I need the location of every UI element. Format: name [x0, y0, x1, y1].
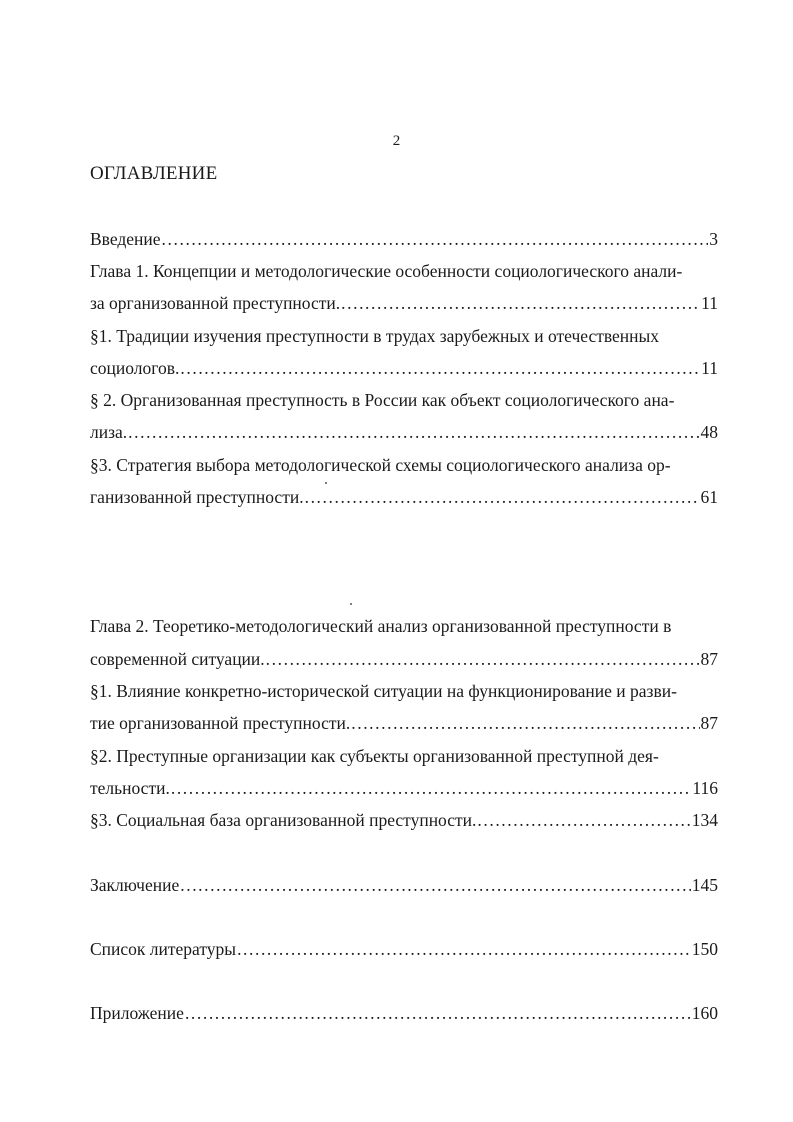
toc-entry-page: 48 [700, 422, 718, 442]
toc-entry-label: Глава 1. Концепции и методологические особенности социологического анали- [90, 261, 683, 281]
toc-entry-chapter-2-cont[interactable] [90, 648, 718, 670]
toc-entry-page: 145 [691, 875, 718, 895]
toc-entry-page: 61 [700, 487, 718, 507]
scan-speck [325, 482, 327, 484]
toc-entry-label: тие организованной преступности. [90, 713, 351, 733]
toc-entry-page: 11 [701, 358, 718, 378]
toc-entry-page: 3 [709, 229, 718, 249]
toc-entry-references[interactable] [90, 938, 718, 960]
dot-leader [162, 228, 709, 250]
toc-entry-ch1-section-3[interactable] [90, 454, 730, 476]
toc-entry-label: §1. Влияние конкретно-исторической ситуации на функционирование и разви- [90, 681, 677, 701]
toc-entry-ch1-section-3-cont[interactable] [90, 486, 718, 508]
toc-entry-label: лиза. [90, 422, 128, 442]
toc-entry-ch1-section-2[interactable] [90, 389, 730, 411]
toc-entry-label: §3. Социальная база организованной преступности. [90, 810, 477, 830]
toc-entry-page: 160 [691, 1003, 718, 1023]
dot-leader [180, 874, 691, 896]
toc-entry-intro[interactable] [90, 228, 718, 250]
toc-entry-label: §2. Преступные организации как субъекты организованной преступной дея- [90, 746, 659, 766]
toc-entry-ch1-section-1-cont[interactable] [90, 357, 718, 379]
toc-entry-label: Глава 2. Теоретико-методологический анализ организованной преступности в [90, 616, 672, 636]
toc-entry-label: тельности. [90, 778, 170, 798]
toc-entry-chapter-2[interactable] [90, 615, 730, 637]
toc-entry-ch2-section-1-cont[interactable] [90, 712, 718, 734]
toc-entry-ch1-section-1[interactable] [90, 325, 730, 347]
dot-leader [351, 712, 699, 734]
dot-leader [185, 1002, 691, 1024]
toc-entry-page: 134 [691, 810, 718, 830]
toc-entry-chapter-1-cont[interactable] [90, 292, 718, 314]
toc-entry-ch2-section-2[interactable] [90, 745, 730, 767]
toc-entry-page: 87 [700, 649, 718, 669]
toc-entry-conclusion[interactable] [90, 874, 718, 896]
toc-entry-label: §1. Традиции изучения преступности в трудах зарубежных и отечественных [90, 326, 660, 346]
dot-leader [180, 357, 700, 379]
dot-leader [171, 777, 692, 799]
toc-entry-label: социологов. [90, 358, 180, 378]
toc-entry-ch1-section-2-cont[interactable] [90, 421, 718, 443]
toc-entry-label: за организованной преступности. [90, 293, 341, 313]
toc-entry-page: 87 [700, 713, 718, 733]
toc-entry-ch2-section-1[interactable] [90, 680, 730, 702]
toc-entry-label: Заключение [90, 875, 180, 895]
toc-entry-label: Приложение [90, 1003, 184, 1023]
dot-leader [305, 486, 700, 508]
toc-entry-label: § 2. Организованная преступность в России как объект социологического ана- [90, 390, 675, 410]
dot-leader [341, 292, 700, 314]
toc-entry-page: 11 [701, 293, 718, 313]
toc-entry-appendix[interactable] [90, 1002, 718, 1024]
dot-leader [128, 421, 699, 443]
toc-entry-chapter-1[interactable] [90, 260, 730, 282]
dot-leader [477, 809, 690, 831]
dot-leader [266, 648, 700, 670]
toc-entry-label: §3. Стратегия выбора методологической схемы социологического анализа ор- [90, 455, 671, 475]
toc-title: ОГЛАВЛЕНИЕ [90, 163, 218, 184]
toc-entry-label: современной ситуации. [90, 649, 265, 669]
toc-entry-label: ганизованной преступности. [90, 487, 304, 507]
toc-entry-ch2-section-2-cont[interactable] [90, 777, 718, 799]
toc-entry-label: Список литературы [90, 939, 237, 959]
toc-entry-ch2-section-3[interactable] [90, 809, 718, 831]
toc-entry-label: Введение [90, 229, 161, 249]
scan-speck [350, 603, 352, 605]
toc-entry-page: 150 [691, 939, 718, 959]
toc-entry-page: 116 [692, 778, 718, 798]
dot-leader [237, 938, 691, 960]
page-number: 2 [392, 133, 401, 149]
